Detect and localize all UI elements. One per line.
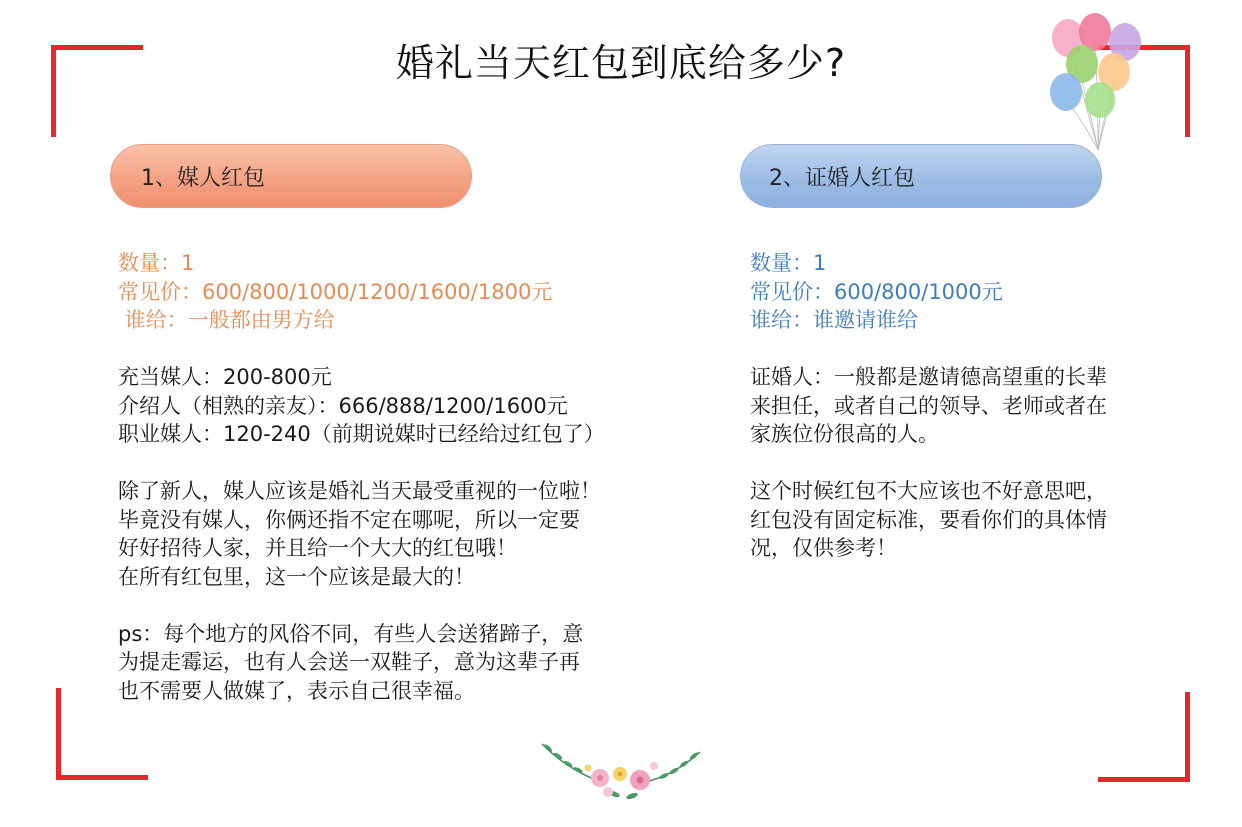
- matchmaker-detail-line: 充当媒人：200-800元: [118, 365, 332, 389]
- witness-paragraph1-line: 来担任，或者自己的领导、老师或者在: [750, 393, 1107, 418]
- matchmaker-paragraph1-line: 除了新人，媒人应该是婚礼当天最受重视的一位啦！: [118, 479, 601, 503]
- corner-bracket-bottom-right-v: [1185, 692, 1190, 782]
- section-header-witness: [740, 144, 1102, 208]
- witness-paragraph1-line: 证婚人：一般都是邀请德高望重的长辈: [750, 365, 1107, 389]
- matchmaker-paragraph1-line: 好好招待人家，并且给一个大大的红包哦！: [118, 536, 517, 560]
- witness-giver: 谁给：谁邀请谁给: [750, 308, 918, 332]
- witness-paragraph2-line: 这个时候红包不大应该也不好意思吧，: [750, 479, 1107, 503]
- matchmaker-paragraph1-line: 毕竟没有媒人，你俩还指不定在哪呢，所以一定要: [118, 507, 580, 532]
- witness-count: 数量：1: [750, 251, 827, 275]
- balloons-icon: [1040, 10, 1150, 160]
- witness-content: [750, 249, 1170, 563]
- section-header-matchmaker: [110, 144, 472, 208]
- section-header-matchmaker-label: 1、媒人红包: [141, 165, 265, 191]
- matchmaker-paragraph2-line: 为提走霉运，也有人会送一双鞋子，意为这辈子再: [118, 650, 580, 674]
- section-header-witness-label: 2、证婚人红包: [769, 165, 915, 191]
- witness-paragraph1-line: 家族位份很高的人。: [750, 422, 939, 446]
- page-title: 婚礼当天红包到底给多少?: [395, 41, 847, 85]
- witness-price: 常见价：600/800/1000元: [750, 279, 1003, 304]
- matchmaker-count: 数量：1: [118, 251, 195, 275]
- corner-bracket-bottom-right-h: [1098, 777, 1190, 782]
- matchmaker-paragraph2-line: 也不需要人做媒了，表示自己很幸福。: [118, 678, 475, 703]
- flower-wreath-icon: [536, 738, 706, 810]
- matchmaker-paragraph2-line: ps：每个地方的风俗不同，有些人会送猪蹄子，意: [118, 621, 584, 646]
- corner-bracket-bottom-left-v: [56, 688, 61, 780]
- witness-paragraph2-line: 红包没有固定标准，要看你们的具体情: [750, 507, 1107, 532]
- corner-bracket-bottom-left-h: [56, 775, 148, 780]
- witness-paragraph2-line: 况，仅供参考！: [750, 536, 897, 560]
- matchmaker-content: [118, 249, 678, 705]
- matchmaker-detail-line: 职业媒人：120-240（前期说媒时已经给过红包了）: [118, 422, 605, 446]
- matchmaker-price: 常见价：600/800/1000/1200/1600/1800元: [118, 279, 553, 304]
- matchmaker-paragraph1-line: 在所有红包里，这一个应该是最大的！: [118, 564, 475, 589]
- matchmaker-detail-line: 介绍人（相熟的亲友）：666/888/1200/1600元: [118, 393, 568, 418]
- matchmaker-giver: 谁给：一般都由男方给: [118, 308, 335, 332]
